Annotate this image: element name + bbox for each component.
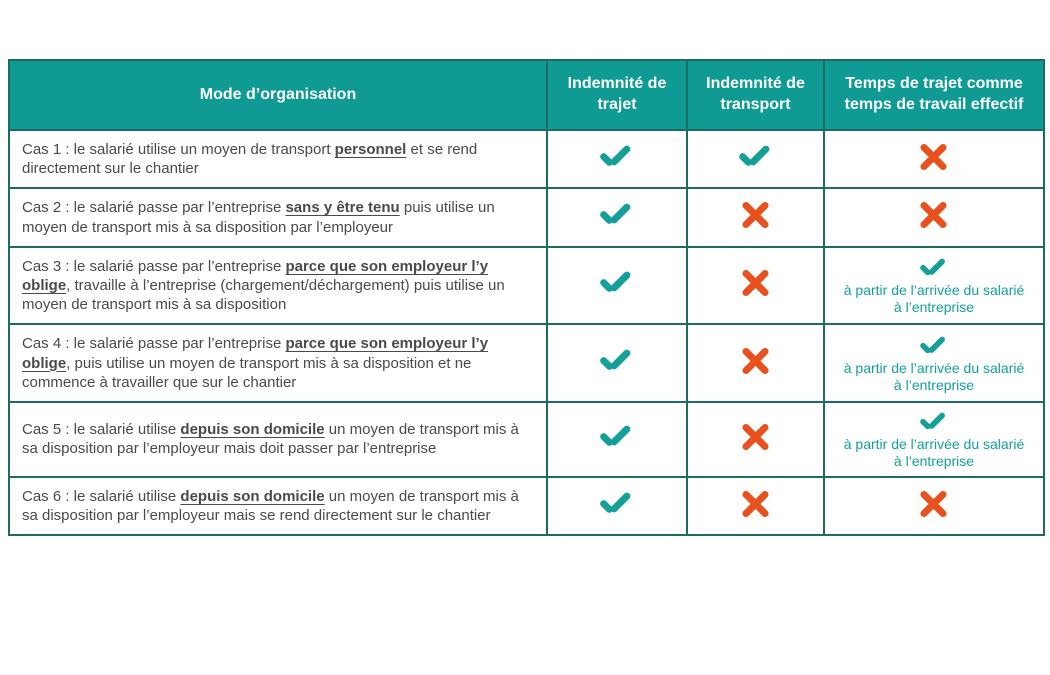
temps-cell [824, 477, 1044, 535]
cross-icon [740, 491, 772, 517]
case-text: , travaille à l’entreprise (chargement/déchargement) puis utilise un moyen de transport mis à sa disposition [22, 276, 505, 314]
case-text: et se rend directement sur le chantier [22, 141, 478, 178]
case-description [9, 324, 547, 402]
table-body [9, 130, 1044, 535]
check-icon [740, 144, 772, 170]
case-text-emphasis: sans y être tenu [285, 199, 400, 217]
trajet-cell [547, 477, 687, 535]
case-description [9, 247, 547, 325]
temps-cell [824, 402, 1044, 477]
column-header-indemnite-transport: Indemnité de transport [687, 60, 824, 130]
check-icon [601, 491, 633, 517]
table-row-cas-2 [9, 188, 1044, 246]
case-text-emphasis: depuis son domicile [180, 488, 325, 506]
table-row-cas-4 [9, 324, 1044, 402]
case-description [9, 402, 547, 477]
check-icon [921, 411, 947, 432]
trajet-cell [547, 247, 687, 325]
transport-cell [687, 130, 824, 188]
case-text-emphasis: parce que son employeur l’y oblige [22, 257, 489, 294]
check-icon [601, 202, 633, 228]
table-row-cas-5 [9, 402, 1044, 477]
case-text: Cas 6 : le salarié utilise [22, 488, 181, 506]
transport-indemnity-table [8, 59, 1045, 536]
check-icon [921, 335, 947, 356]
case-text: un moyen de transport mis à sa disposition par l’employeur mais se rend directement sur le chantier [22, 488, 519, 525]
temps-cell [824, 247, 1044, 325]
check-icon [601, 348, 633, 374]
transport-cell [687, 247, 824, 325]
cross-icon [918, 144, 950, 170]
cross-icon [740, 348, 772, 374]
table-row-cas-1 [9, 130, 1044, 188]
table-header [9, 60, 1044, 130]
check-icon [601, 424, 633, 450]
column-header-indemnite-trajet: Indemnité de trajet [547, 60, 687, 130]
case-text: Cas 2 : le salarié passe par l’entreprise [22, 199, 286, 217]
case-text-emphasis: depuis son domicile [180, 421, 325, 439]
temps-cell [824, 324, 1044, 402]
case-text: un moyen de transport mis à sa disposition par l’employeur mais doit passer par l’entreprise [22, 421, 519, 458]
temps-note: à partir de l’arrivée du salarié à l’entreprise [843, 281, 1025, 316]
trajet-cell [547, 402, 687, 477]
cross-icon [918, 202, 950, 228]
case-description [9, 130, 547, 188]
temps-note: à partir de l’arrivée du salarié à l’entreprise [843, 435, 1025, 469]
case-description [9, 477, 547, 535]
cross-icon [740, 424, 772, 450]
transport-cell [687, 402, 824, 477]
case-text: Cas 4 : le salarié passe par l’entreprise [22, 335, 286, 353]
cross-icon [918, 491, 950, 517]
trajet-cell [547, 324, 687, 402]
column-header-temps-travail: Temps de trajet comme temps de travail effectif [824, 60, 1044, 130]
case-text-emphasis: personnel [334, 141, 407, 158]
column-header-mode-organisation: Mode d’organisation [9, 60, 547, 130]
temps-note: à partir de l’arrivée du salarié à l’entreprise [843, 359, 1025, 393]
case-text: Cas 3 : le salarié passe par l’entreprise [22, 257, 286, 275]
transport-cell [687, 188, 824, 246]
temps-cell [824, 130, 1044, 188]
check-icon [921, 257, 947, 278]
check-icon [601, 144, 633, 170]
trajet-cell [547, 188, 687, 246]
transport-cell [687, 324, 824, 402]
trajet-cell [547, 130, 687, 188]
case-text-emphasis: parce que son employeur l’y oblige [22, 335, 489, 372]
cross-icon [740, 270, 772, 296]
table-row-cas-6 [9, 477, 1044, 535]
case-text: , puis utilise un moyen de transport mis à sa disposition et ne commence à travailler que sur le chantier [22, 354, 472, 391]
case-description [9, 188, 547, 246]
table-row-cas-3 [9, 247, 1044, 325]
case-text: Cas 5 : le salarié utilise [22, 421, 181, 439]
case-text: puis utilise un moyen de transport mis à sa disposition par l’employeur [22, 199, 495, 236]
header-row [9, 60, 1044, 130]
check-icon [601, 270, 633, 296]
case-text: Cas 1 : le salarié utilise un moyen de transport [22, 141, 335, 158]
transport-cell [687, 477, 824, 535]
temps-cell [824, 188, 1044, 246]
cross-icon [740, 202, 772, 228]
